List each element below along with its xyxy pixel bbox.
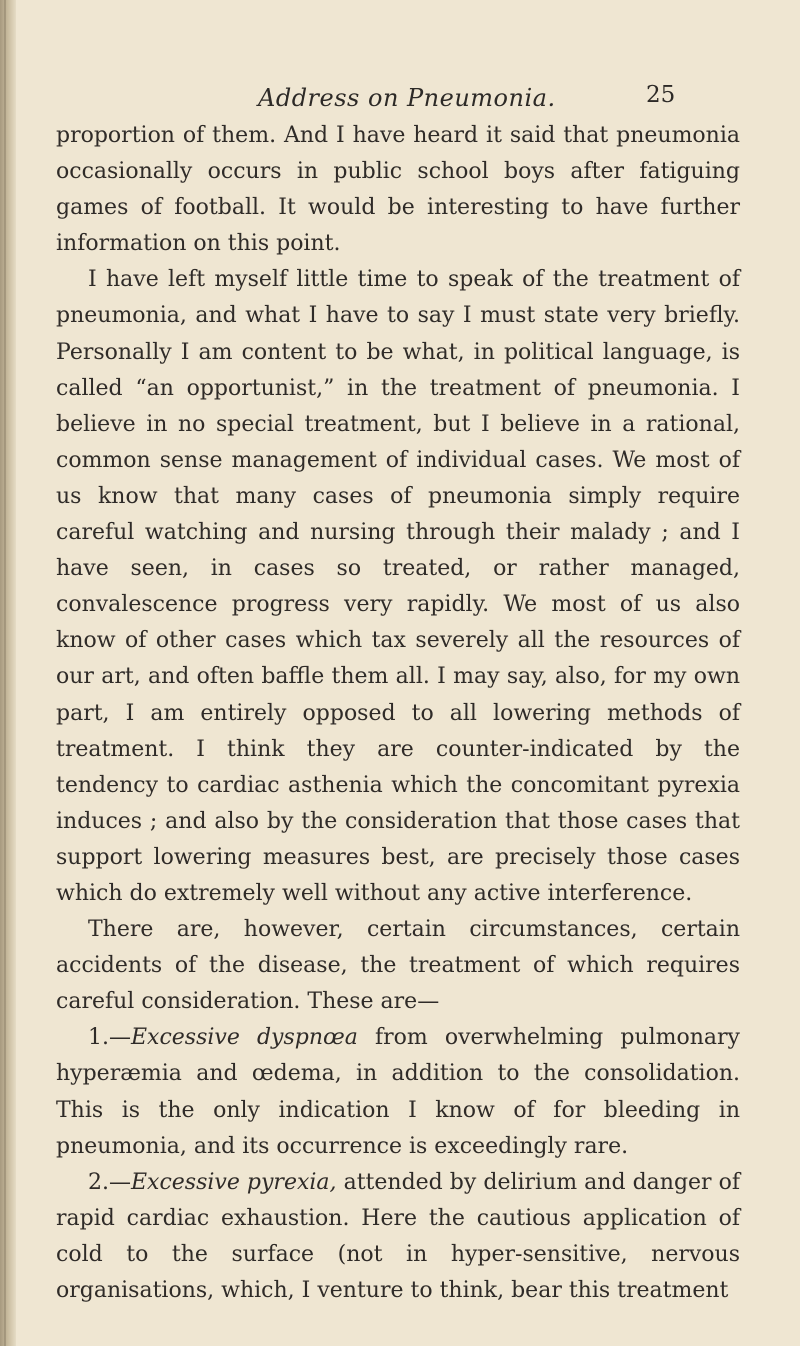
list-item-dyspnoea bbox=[56, 1020, 740, 1164]
item-heading: Excessive dyspnœa bbox=[131, 1025, 358, 1051]
paragraph-continuation: proportion of them. And I have heard it said that pneumonia occasionally occurs in public school boys after fatiguing games of football. It would be interesting to have further information on this point. bbox=[56, 123, 740, 257]
paragraph-treatment: I have left myself little time to speak of the treatment of pneumonia, and what I have to say I must state very briefly. Personally I am content to be what, in political language, is called “an opportunist,” in the treatment of pneumonia. I believe in no special treatment, but I believe in a rational, common sense management of individual cases. We most of us know that many cases of pneumonia simply require careful watching and nursing through their malady ; and I have seen, in cases so treated, or rather managed, convalescence progress very rapidly. We most of us also know of other cases which tax severely all the resources of our art, and often baffle them all. I may say, also, for my own part, I am entirely opposed to all lowering methods of treatment. I think they are counter-indicated by the tendency to cardiac asthenia which the concomitant pyrexia induces ; and also by the consideration that those cases that support lowering measures best, are precisely those cases which do extremely well without any active interference. bbox=[56, 267, 740, 906]
item-text: from overwhelming pulmonary hyperæmia and œdema, in addition to the consolidation. This is the only indication I know of for bleeding in pneumonia, and its occurrence is exceedingly rare. bbox=[56, 1025, 740, 1159]
list-item-pyrexia bbox=[56, 1165, 740, 1309]
item-number: 1.— bbox=[88, 1025, 131, 1051]
body-text bbox=[56, 118, 740, 1309]
item-heading: Excessive pyrexia, bbox=[131, 1169, 337, 1195]
binding-edge bbox=[4, 0, 6, 1346]
item-text: attended by delirium and danger of rapid cardiac exhaustion. Here the cautious application of cold to the surface (not in hyper-sensitive, nervous organisations, which, I venture to think, bear this treatment bbox=[56, 1169, 740, 1303]
page-header bbox=[0, 80, 800, 120]
running-title: Address on Pneumonia. bbox=[258, 84, 556, 112]
item-number: 2.— bbox=[88, 1169, 131, 1195]
paragraph-circumstances: There are, however, certain circumstances, certain accidents of the disease, the treatment of which requires careful consideration. These are— bbox=[56, 917, 740, 1015]
page-number: 25 bbox=[646, 82, 676, 108]
page-gutter bbox=[0, 0, 16, 1346]
